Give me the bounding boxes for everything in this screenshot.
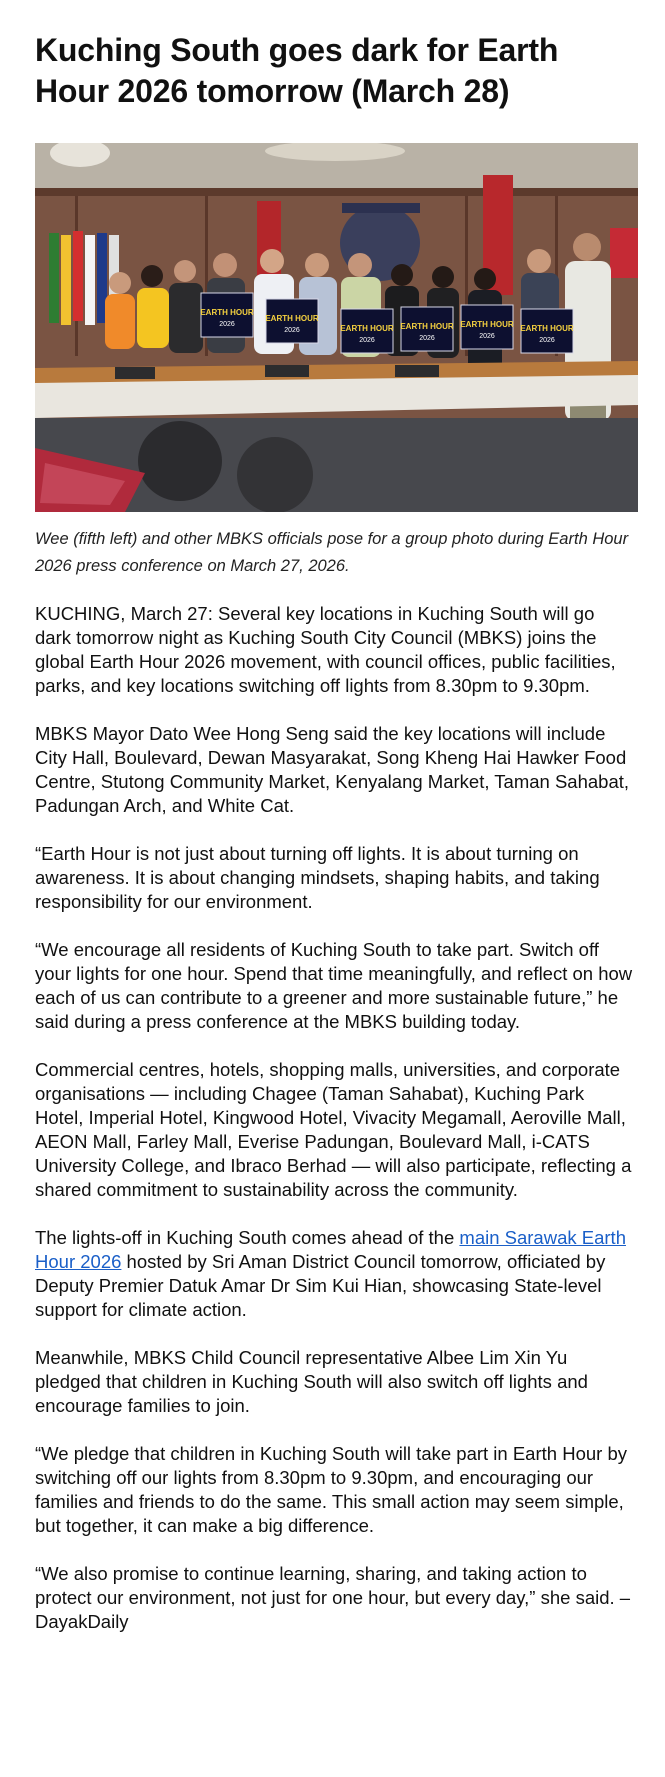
poster-label: EARTH HOUR — [520, 324, 574, 333]
article-title: Kuching South goes dark for Earth Hour 2026 tomorrow (March 28) — [35, 32, 559, 109]
article-body — [35, 602, 634, 1634]
paragraph — [35, 1226, 634, 1322]
paragraph: “We pledge that children in Kuching South will take part in Earth Hour by switching off our lights from 8.30pm to 9.30pm, and encouraging our families and friends to do the same. This small action may seem simple, but together, it can make a big difference. — [35, 1443, 627, 1536]
poster-label: EARTH HOUR — [340, 324, 394, 333]
paragraph: Commercial centres, hotels, shopping malls, universities, and corporate organisations — including Chagee (Taman Sahabat), Kuching Park Hotel, Imperial Hotel, Kingwood Hotel, Vivacity Megamall, Aeroville Mall, AEON Mall, Farley Mall, Everise Padungan, Boulevard Mall, i-CATS University College, and Ibraco Berhad — will also participate, reflecting a shared commitment to sustainability across the community. — [35, 1059, 632, 1200]
paragraph: “Earth Hour is not just about turning off lights. It is about turning on awareness. It is about changing mindsets, shaping habits, and taking responsibility for our environment. — [35, 843, 600, 912]
sarawak-earth-hour-link[interactable]: main Sarawak Earth Hour 2026 — [35, 1227, 626, 1272]
paragraph: “We also promise to continue learning, sharing, and taking action to protect our environment, not just for one hour, but every day,” she said. – DayakDaily — [35, 1563, 631, 1632]
poster-year: 2026 — [419, 335, 435, 342]
poster-year: 2026 — [539, 337, 555, 344]
poster-year: 2026 — [479, 333, 495, 340]
poster-year: 2026 — [359, 337, 375, 344]
poster-label: EARTH HOUR — [400, 322, 454, 331]
poster-label: EARTH HOUR — [460, 320, 514, 329]
paragraph: “We encourage all residents of Kuching South to take part. Switch off your lights for one hour. Spend that time meaningfully, and reflect on how each of us can contribute to a greener and more sustainable future,” he said during a press conference at the MBKS building today. — [35, 939, 633, 1032]
poster-label: EARTH HOUR — [265, 314, 319, 323]
paragraph-text: hosted by Sri Aman District Council tomorrow, officiated by Deputy Premier Datuk Amar Dr Sim Kui Hian, showcasing State-level support for climate action. — [35, 1251, 606, 1320]
paragraph-text: The lights-off in Kuching South comes ahead of the — [35, 1227, 460, 1248]
poster-label: EARTH HOUR — [200, 308, 254, 317]
poster-year: 2026 — [219, 321, 235, 328]
poster-year: 2026 — [284, 327, 300, 334]
press-conference-photo — [35, 143, 638, 512]
paragraph: KUCHING, March 27: Several key locations in Kuching South will go dark tomorrow night as Kuching South City Council (MBKS) joins the global Earth Hour 2026 movement, with council offices, public facilities, parks, and key locations switching off lights from 8.30pm to 9.30pm. — [35, 603, 616, 696]
paragraph: Meanwhile, MBKS Child Council representative Albee Lim Xin Yu pledged that children in Kuching South will also switch off lights and encourage families to join. — [35, 1347, 588, 1416]
paragraph: MBKS Mayor Dato Wee Hong Seng said the key locations will include City Hall, Boulevard, Dewan Masyarakat, Song Kheng Hai Hawker Food Centre, Stutong Community Market, Kenyalang Market, Taman Sahabat, Padungan Arch, and White Cat. — [35, 723, 630, 816]
photo-caption: Wee (fifth left) and other MBKS officials pose for a group photo during Earth Hour 2026 press conference on March 27, 2026. — [35, 530, 629, 575]
